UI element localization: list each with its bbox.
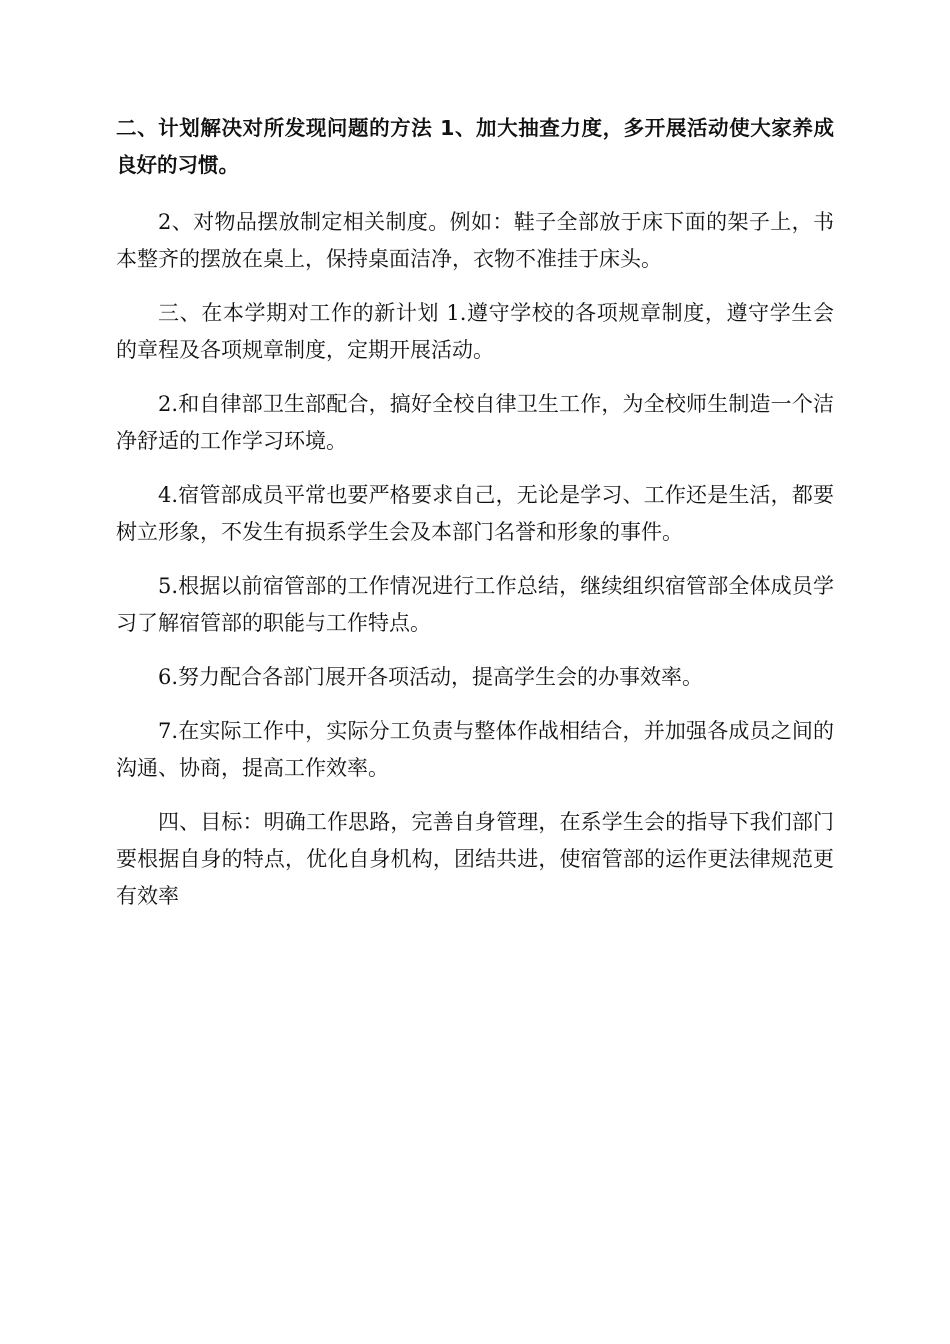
plan-item-4-paragraph: 4.宿管部成员平常也要严格要求自己，无论是学习、工作还是生活，都要树立形象，不发生有损系学生会及本部门名誉和形象的事件。	[116, 483, 834, 544]
plan-item-6-paragraph: 6.努力配合各部门展开各项活动，提高学生会的办事效率。	[158, 665, 704, 689]
section-four-paragraph: 四、目标：明确工作思路，完善自身管理，在系学生会的指导下我们部门要根据自身的特点，优化自身机构，团结共进，使宿管部的运作更法律规范更有效率	[116, 810, 834, 908]
plan-item-5-paragraph: 5.根据以前宿管部的工作情况进行工作总结，继续组织宿管部全体成员学习了解宿管部的职能与工作特点。	[116, 574, 834, 635]
document-page	[116, 110, 834, 932]
plan-item-2-paragraph: 2.和自律部卫生部配合，搞好全校自律卫生工作，为全校师生制造一个洁净舒适的工作学习环境。	[116, 392, 834, 453]
item-2-paragraph: 2、对物品摆放制定相关制度。例如：鞋子全部放于床下面的架子上，书本整齐的摆放在桌上，保持桌面洁净，衣物不准挂于床头。	[116, 210, 834, 271]
section-three-paragraph: 三、在本学期对工作的新计划 1.遵守学校的各项规章制度，遵守学生会的章程及各项规章制度，定期开展活动。	[116, 301, 834, 362]
section-two-paragraph: 二、计划解决对所发现问题的方法 1、加大抽查力度，多开展活动使大家养成良好的习惯。	[116, 116, 834, 177]
plan-item-7-paragraph: 7.在实际工作中，实际分工负责与整体作战相结合，并加强各成员之间的沟通、协商，提高工作效率。	[116, 719, 834, 780]
